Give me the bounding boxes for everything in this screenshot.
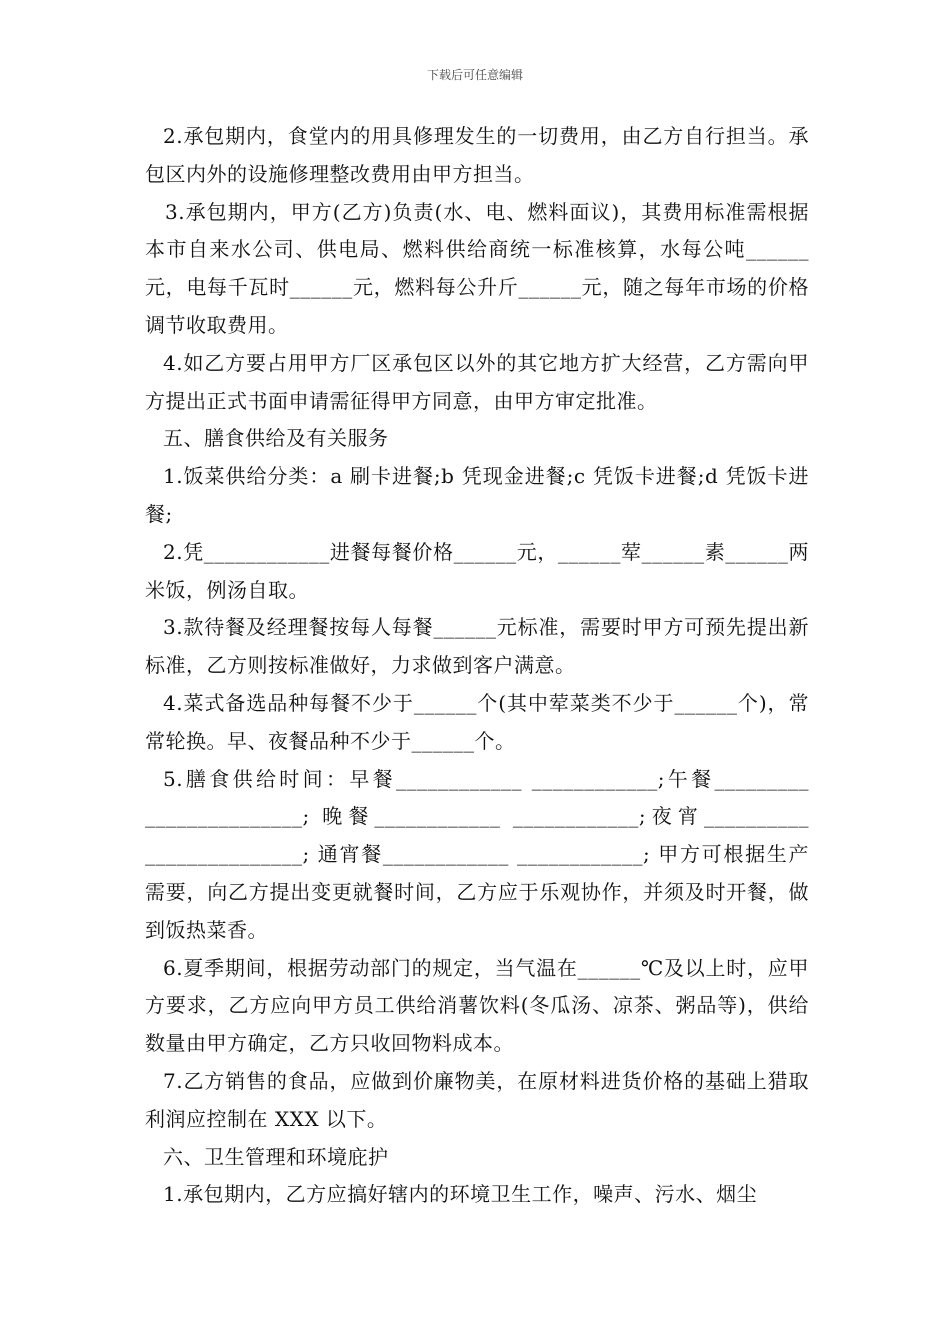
page-header: 下载后可任意编辑 <box>426 68 523 82</box>
paragraph-expansion: 4.如乙方要占用甲方厂区承包区以外的其它地方扩大经营，乙方需向甲方提出正式书面申请需征得甲方同意，由甲方审定批准。 <box>145 350 809 413</box>
paragraph-meal-price: 2.凭____________进餐每餐价格______元，______荤______素______两米饭，例汤自取。 <box>145 539 809 602</box>
section-heading-hygiene: 六、卫生管理和环境庇护 <box>163 1144 389 1169</box>
paragraph-repair-costs: 2.承包期内，食堂内的用具修理发生的一切费用，由乙方自行担当。承包区内外的设施修理整改费用由甲方担当。 <box>145 124 809 186</box>
paragraph-environment: 1.承包期内，乙方应搞好辖内的环境卫生工作，噪声、污水、烟尘 <box>163 1182 758 1207</box>
document-body <box>145 118 809 1214</box>
paragraph-menu-variety: 4.菜式备选品种每餐不少于______个(其中荤菜类不少于______个)，常常轮换。早、夜餐品种不少于______个。 <box>145 690 809 753</box>
paragraph-pricing: 7.乙方销售的食品，应做到价廉物美，在原材料进货价格的基础上猎取利润应控制在 XXX 以下。 <box>145 1068 809 1131</box>
paragraph-meal-categories: 1.饭菜供给分类：a 刷卡进餐;b 凭现金进餐;c 凭饭卡进餐;d 凭饭卡进餐; <box>145 464 809 526</box>
paragraph-summer-drinks: 6.夏季期间，根据劳动部门的规定，当气温在______℃及以上时，应甲方要求，乙方应向甲方员工供给消薯饮料(冬瓜汤、凉茶、粥品等)，供给数量由甲方确定，乙方只收回物料成本。 <box>145 955 809 1056</box>
paragraph-utility-fees: 3.承包期内，甲方(乙方)负责(水、电、燃料面议)，其费用标准需根据本市自来水公司、供电局、燃料供给商统一标准核算，水每公吨______元，电每千瓦时______元，燃料每公升斤______元，随之每年市场的价格调节收取费用。 <box>145 199 809 337</box>
section-heading-food-service: 五、膳食供给及有关服务 <box>163 426 389 451</box>
paragraph-meal-times: 5.膳食供给时间：早餐____________ ____________;午餐_________ _______________; 晚餐____________ ____________;夜宵__________ _______________; 通宵餐____________ ____________; 甲方可根据生产需要，向乙方提出变更就餐时间，乙方应于乐观协作，并须及时开餐，做到饭热菜香。 <box>145 766 809 942</box>
paragraph-hospitality-meals: 3.款待餐及经理餐按每人每餐______元标准，需要时甲方可预先提出新标准，乙方则按标准做好，力求做到客户满意。 <box>145 615 809 678</box>
